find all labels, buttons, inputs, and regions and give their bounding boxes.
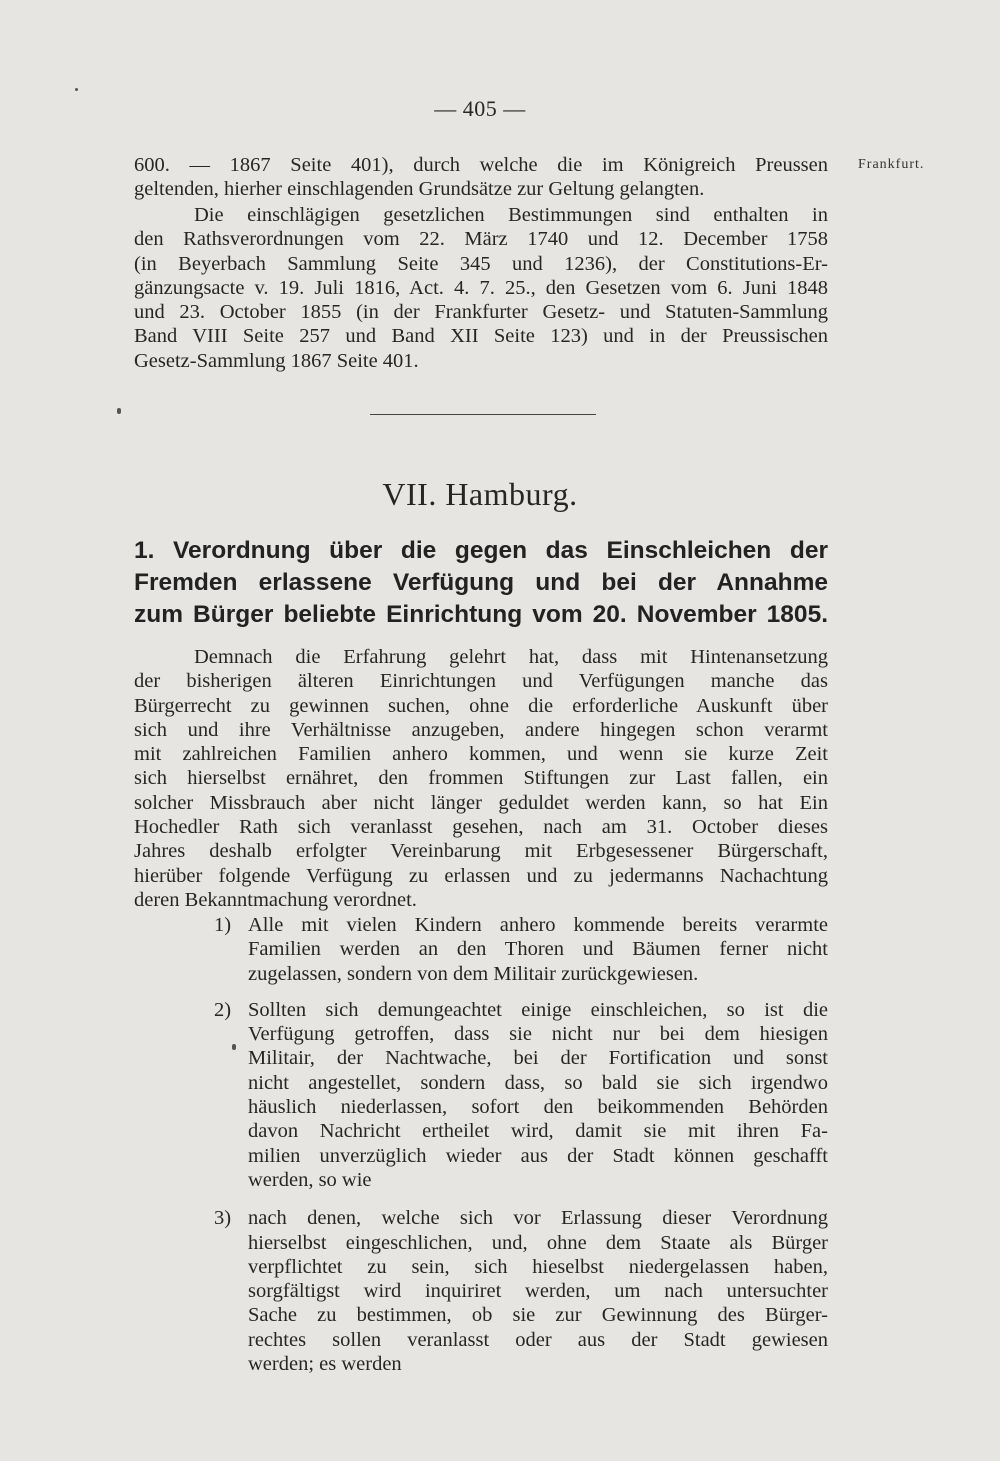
page-number: — 405 — bbox=[434, 96, 526, 121]
text-line: der bisherigen älteren Einrichtungen und Verfügungen manche das bbox=[134, 670, 828, 693]
text-line: deren Bekanntmachung verordnet. bbox=[134, 888, 417, 911]
text-line: Hochedler Rath sich veranlasst gesehen, nach am 31. October dieses bbox=[134, 816, 828, 839]
text-line: Band VIII Seite 257 und Band XII Seite 123) und in der Preussischen bbox=[134, 325, 828, 348]
text-line: gänzungsacte v. 19. Juli 1816, Act. 4. 7. 25., den Gesetzen vom 6. Juni 1848 bbox=[134, 276, 828, 299]
text-line: häuslich niederlassen, sofort den beikommenden Behörden bbox=[248, 1096, 828, 1119]
heading-line: zum Bürger beliebte Einrichtung vom 20. November 1805. bbox=[134, 601, 828, 628]
text-line: Gesetz-Sammlung 1867 Seite 401. bbox=[134, 349, 419, 372]
text-line: den Rathsverordnungen vom 22. März 1740 und 12. December 1758 bbox=[134, 228, 828, 251]
text-line: und 23. October 1855 (in der Frankfurter Gesetz- und Statuten-Sammlung bbox=[134, 301, 828, 324]
text-line: geltenden, hierher einschlagenden Grundsätze zur Geltung gelangten. bbox=[134, 178, 705, 201]
statutes-paragraph bbox=[134, 203, 828, 373]
text-line: Die einschlägigen gesetzlichen Bestimmungen sind enthalten in bbox=[194, 204, 828, 226]
item-number: 1) bbox=[214, 914, 232, 936]
text-line: Alle mit vielen Kindern anhero kommende bereits verarmte bbox=[248, 914, 828, 936]
text-line: davon Nachricht ertheilet wird, damit sie mit ihren Fa- bbox=[248, 1120, 828, 1143]
ink-speck bbox=[117, 408, 121, 414]
text-line: rechtes sollen veranlasst oder aus der Stadt gewiesen bbox=[248, 1328, 828, 1351]
text-line: nach denen, welche sich vor Erlassung dieser Verordnung bbox=[248, 1207, 828, 1230]
text-line: 600. — 1867 Seite 401), durch welche die im Königreich Preussen bbox=[134, 154, 828, 176]
section-title: VII. Hamburg. bbox=[382, 476, 578, 512]
ordinance-items bbox=[214, 913, 828, 1376]
intro-paragraph bbox=[134, 153, 828, 202]
text-line: hierselbst eingeschlichen, und, ohne dem Staate als Bürger bbox=[248, 1231, 828, 1254]
text-line: milien unverzüglich wieder aus der Stadt können geschafft bbox=[248, 1144, 828, 1167]
text-line: Verfügung getroffen, dass sie nicht nur bei dem hiesigen bbox=[248, 1023, 828, 1046]
ink-speck bbox=[75, 88, 78, 91]
ordinance-body bbox=[134, 645, 828, 912]
text-line: werden, so wie bbox=[248, 1168, 372, 1191]
heading-line: 1. Verordnung über die gegen das Einschleichen der bbox=[134, 537, 828, 564]
text-line: Demnach die Erfahrung gelehrt hat, dass mit Hintenansetzung bbox=[194, 646, 828, 668]
text-line: sich hierselbst ernähret, den frommen Stiftungen zur Last fallen, ein bbox=[134, 767, 828, 790]
item-number: 2) bbox=[214, 998, 232, 1021]
text-line: (in Beyerbach Sammlung Seite 345 und 1236), der Constitutions-Er- bbox=[134, 252, 828, 275]
list-item bbox=[214, 998, 828, 1192]
text-line: Bürgerrecht zu gewinnen suchen, ohne die erforderliche Auskunft über bbox=[134, 694, 828, 717]
text-line: nicht angestellet, sondern dass, so bald sie sich irgendwo bbox=[248, 1071, 828, 1094]
text-line: Sollten sich demungeachtet einige einschleichen, so ist die bbox=[248, 998, 828, 1021]
text-line: Militair, der Nachtwache, bei der Fortification und sonst bbox=[248, 1047, 828, 1070]
ink-speck bbox=[232, 1044, 236, 1050]
text-line: hierüber folgende Verfügung zu erlassen und zu jedermanns Nachachtung bbox=[134, 864, 828, 887]
section-divider bbox=[370, 414, 596, 415]
text-line: sorgfältigst wird inquiriret werden, um nach untersuchter bbox=[248, 1280, 828, 1303]
text-line: Familien werden an den Thoren und Bäumen ferner nicht bbox=[248, 938, 828, 961]
ordinance-heading bbox=[134, 535, 828, 631]
text-line: Jahres deshalb erfolgter Vereinbarung mit Erbgesessener Bürgerschaft, bbox=[134, 840, 828, 863]
text-line: werden; es werden bbox=[248, 1353, 402, 1376]
text-line: solcher Missbrauch aber nicht länger geduldet werden kann, so hat Ein bbox=[134, 791, 828, 814]
text-line: Sache zu bestimmen, ob sie zur Gewinnung des Bürger- bbox=[248, 1304, 828, 1327]
text-line: zugelassen, sondern von dem Militair zurückgewiesen. bbox=[248, 962, 699, 985]
list-item bbox=[214, 1206, 828, 1376]
text-line: mit zahlreichen Familien anhero kommen, und wenn sie kurze Zeit bbox=[134, 743, 828, 766]
heading-line: Fremden erlassene Verfügung und bei der Annahme bbox=[134, 569, 828, 596]
item-number: 3) bbox=[214, 1207, 232, 1230]
text-line: verpflichtet zu sein, sich hieselbst niedergelassen haben, bbox=[248, 1255, 828, 1278]
margin-note: Frankfurt. bbox=[858, 157, 925, 172]
text-line: sich und ihre Verhältnisse anzugeben, andere hingegen schon verarmt bbox=[134, 718, 828, 741]
list-item bbox=[214, 913, 828, 986]
